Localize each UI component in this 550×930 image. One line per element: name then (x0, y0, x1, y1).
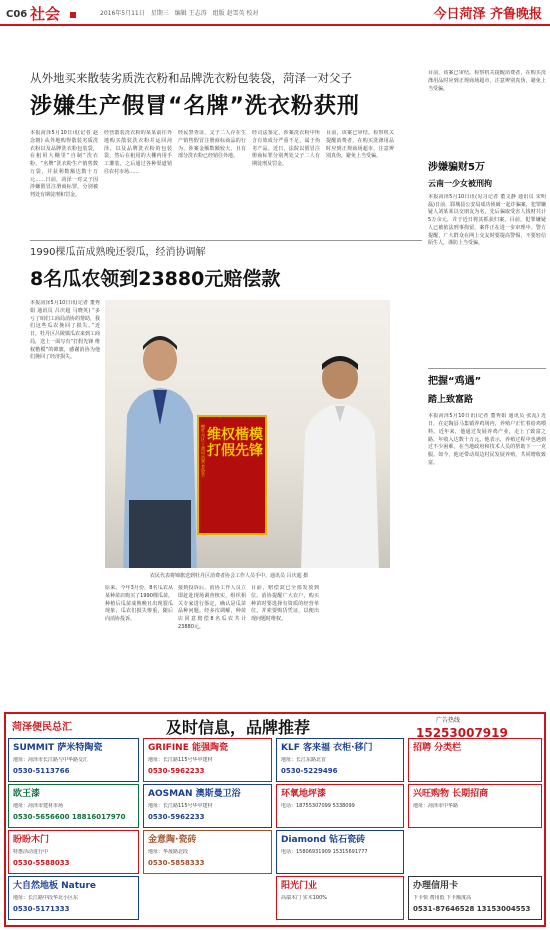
story2-column-4: 目前，赔偿款已全部发放到位。消协提醒广大农户，购买种苗时要选择有资质的经营单位，并索要购货凭证，以便出现问题时维权。 (251, 585, 319, 622)
ad-box[interactable] (8, 876, 139, 920)
ad-hotline: 15253007919 (416, 726, 508, 740)
ad-box[interactable] (276, 830, 404, 874)
ad-name: Diamond 钻石瓷砖 (281, 835, 366, 845)
ad-box[interactable] (8, 784, 139, 828)
ad-name: 环氧地坪漆 (281, 789, 327, 799)
ad-phone: 0530-5171333 (13, 904, 70, 913)
ad-section-slogan: 及时信息，品牌推荐 (166, 718, 311, 737)
ad-phone: 0530-5588033 (13, 858, 70, 867)
ad-info: 电话：18755307099 5338099 (281, 802, 355, 809)
ad-grid (8, 738, 542, 922)
ad-name: GRIFINE 能强陶瓷 (148, 743, 228, 753)
ad-box[interactable] (408, 784, 542, 828)
news-photo (105, 300, 390, 568)
ad-name: 金意陶·瓷砖 (148, 835, 197, 845)
ad-info: 地址：长江东路北首 (281, 756, 327, 763)
side1-title: 涉嫌骗财5万 (428, 162, 485, 173)
story-divider (30, 240, 422, 241)
side-story-1 (428, 160, 546, 364)
ad-name: 办理信用卡 (413, 881, 459, 891)
ad-info: 电话：15806931909 15315691777 (281, 848, 368, 855)
ad-box[interactable] (276, 876, 404, 920)
ad-info: 地址：华晟路北段 (148, 848, 189, 855)
person-right-icon (295, 340, 385, 568)
section-marker-icon (70, 12, 76, 18)
section-name: 社会 (30, 5, 61, 23)
silk-banner (197, 415, 277, 535)
ad-info: 地址：长江路115号华中建材 (148, 756, 213, 763)
ad-name: 欧王漆 (13, 789, 41, 799)
ad-name: 招聘 分类栏 (413, 743, 462, 753)
ad-name: SUMMIT 萨米特陶瓷 (13, 743, 103, 753)
banner-text: 维权楷模 打假先锋 (207, 427, 277, 460)
ad-phone: 0530-5229496 (281, 766, 338, 775)
side2-title: 把握“鸡遇” (428, 376, 482, 387)
story1-column-3: 经民警查证，父子二人存在生产销售假冒注册商标商品的行为，涉案金额数额较大，且有部分洗衣粉已经销往外地。 (178, 130, 246, 160)
ad-section-title: 菏泽便民总汇 (12, 722, 72, 733)
ad-name: 阳光门业 (281, 881, 318, 891)
story2-column-3: 接到投诉后，消协工作人员立即赶赴现场调查核实，组织相关专家进行鉴定，确认是瓜苗品种问题。经多次调解，种苗店同意赔偿8名瓜农共计23880元。 (178, 585, 246, 630)
story1-tail: 目前，该案已审结。检察机关提醒消费者，在购买洗涤用品时应到正规商场超市，注意辨别真伪，避免上当受骗。 (428, 70, 546, 92)
story2-column-2: 原来，今年3月份，8名瓜农从某种苗店购买了1990棵瓜苗，种植后瓜苗成熟晚且出现裂瓜现象，瓜农们损失惨重，随后向消协投诉。 (105, 585, 173, 622)
ad-name: AOSMAN 澳斯曼卫浴 (148, 789, 241, 799)
page-number: C06 (6, 9, 28, 20)
person-left-icon (115, 320, 205, 568)
photo-caption: 农民代表将锦旗送到牡丹区消费者协会工作人员手中。通讯员 吕庆超 摄 (150, 573, 309, 579)
side-story-2 (428, 374, 546, 693)
ad-info: 地址：长江路中段华北小区东 (13, 894, 79, 901)
ad-box[interactable] (8, 830, 139, 874)
ad-box[interactable] (143, 738, 272, 782)
ad-name: 兴旺购物 长期招商 (413, 789, 489, 799)
story1-column-5: 目前，该案已审结。检察机关提醒消费者，在购买洗涤用品时应到正规商场超市，注意辨别真伪，避免上当受骗。 (326, 130, 394, 160)
story2-kicker: 1990棵瓜苗成熟晚还裂瓜，经消协调解 (30, 247, 206, 258)
ad-box[interactable] (276, 784, 404, 828)
ad-hotline-label: 广告热线 (436, 717, 461, 724)
ad-info: 特惠活动进行中 (13, 848, 49, 855)
ad-phone: 0530-5113766 (13, 766, 70, 775)
ad-name: 大自然地板 Nature (13, 881, 96, 891)
ad-box[interactable] (143, 830, 272, 874)
story1-column-1: 本报菏泽5月10日讯(记者 赵念朝) 从外地购得散装劣质洗衣粉以及品牌洗衣粉包装袋，在租用大棚里“自制”洗衣粉，“名牌”洗衣粉生产销售数万袋，并获利数额达数十万元……日前，菏泽一对父子因涉嫌假冒注册商标罪，分别被判处有期徒刑和罚金。 (30, 130, 98, 198)
ad-info: 地址：长江路115号华中建材 (148, 802, 213, 809)
banner-side-text: 赠牡丹区工商局消费者协会 (201, 424, 205, 478)
side-divider (428, 368, 546, 369)
story1-column-2: 经营散装洗衣粉的某某前往外地购买散装洗衣粉并运回菏泽，以及品牌洗衣粉的包装袋，然后在租用的大棚内用手工灌装，之后通过各种渠道销往农村市场…… (104, 130, 172, 175)
story1-headline: 涉嫌生产假冒“名牌”洗衣粉获刑 (30, 94, 360, 119)
ad-phone: 0530-5962233 (148, 812, 205, 821)
story1-kicker: 从外地买来散装劣质洗衣粉和品牌洗衣粉包装袋，菏泽一对父子 (30, 71, 352, 85)
side2-subtitle: 踏上致富路 (428, 394, 474, 405)
ad-phone: 0531-87646528 13153004553 (413, 904, 531, 913)
ad-box[interactable] (276, 738, 404, 782)
ad-name: KLF 客来福 衣柜·移门 (281, 743, 373, 753)
side1-text: 本报菏泽5月10日讯(见习记者 董文静 通讯员 宋明磊)日前，郓城县公安局成功侦破一起诈骗案，犯罪嫌疑人刘某某以交朋友为名，先后骗取受害人钱财共计5万余元，并于近日将其抓获归案。目前，犯罪嫌疑人已被依法刑事拘留，案件正在进一步审理中。警方提醒，广大群众在网上交友时要提高警惕，不要轻信陌生人，谨防上当受骗。 (428, 193, 546, 247)
story1-column-4: 经司法鉴定，涉案洗衣粉中所含有效成分严重不足，属于伪劣产品。近日，法院以假冒注册商标罪分别判处父子二人有期徒刑及罚金。 (252, 130, 320, 167)
ad-info: 地址：菏泽市建材市场 (13, 802, 64, 809)
newspaper-brand: 今日菏泽 齐鲁晚报 (433, 7, 542, 22)
page-header (0, 0, 550, 26)
side1-subtitle: 云南一少女被刑拘 (428, 178, 492, 188)
ad-box[interactable] (408, 738, 542, 782)
story2-headline: 8名瓜农领到23880元赔偿款 (30, 268, 281, 290)
ad-info: 高端木门 实木100% (281, 894, 327, 901)
ad-box[interactable] (408, 876, 542, 920)
ad-info: 地址：菏泽市中华路 (413, 802, 459, 809)
side2-text: 本报菏泽5月10日讯(记者 董秀娟 通讯员 张乱) 近日，在定陶县马集镇养鸡场内，养殖户正忙着给鸡喂料。近年来，他通过发展养鸡产业，走上了致富之路，年收入达数十万元。他表示，养殖过程中也遇到过不少困难，在当地政府和技术人员的帮助下一一克服。如今，他还带动周边村民发展养殖，共同增收致富。 (428, 413, 546, 466)
ad-phone: 0530-5858333 (148, 858, 205, 867)
ad-box[interactable] (8, 738, 139, 782)
ad-box[interactable] (143, 784, 272, 828)
story2-column-1: 本报菏泽5月10日讯(记者 董秀娟 通讯员 吕庆超 马晓英) “多亏了咱们工商局消协的帮助，我们这些瓜农挽回了损失。”近日，牡丹区吕陵镇瓜农来到工商局，送上一面写有“打假先锋 维权楷模”的锦旗，感谢消协为他们挽回了经济损失。 (30, 300, 100, 361)
ad-info: 下卡快 费用低 下卡额度高 (413, 894, 472, 901)
ad-phone: 0530-5962233 (148, 766, 205, 775)
dateline: 2016年5月11日 星期三 编辑 王志涛 组版 赵雪英 校对 (100, 10, 259, 17)
ad-info: 地址：菏泽市长江路与中华路交汇 (13, 756, 89, 763)
ad-phone: 0530-5656600 18816017970 (13, 812, 126, 821)
ad-name: 盼盼木门 (13, 835, 50, 845)
